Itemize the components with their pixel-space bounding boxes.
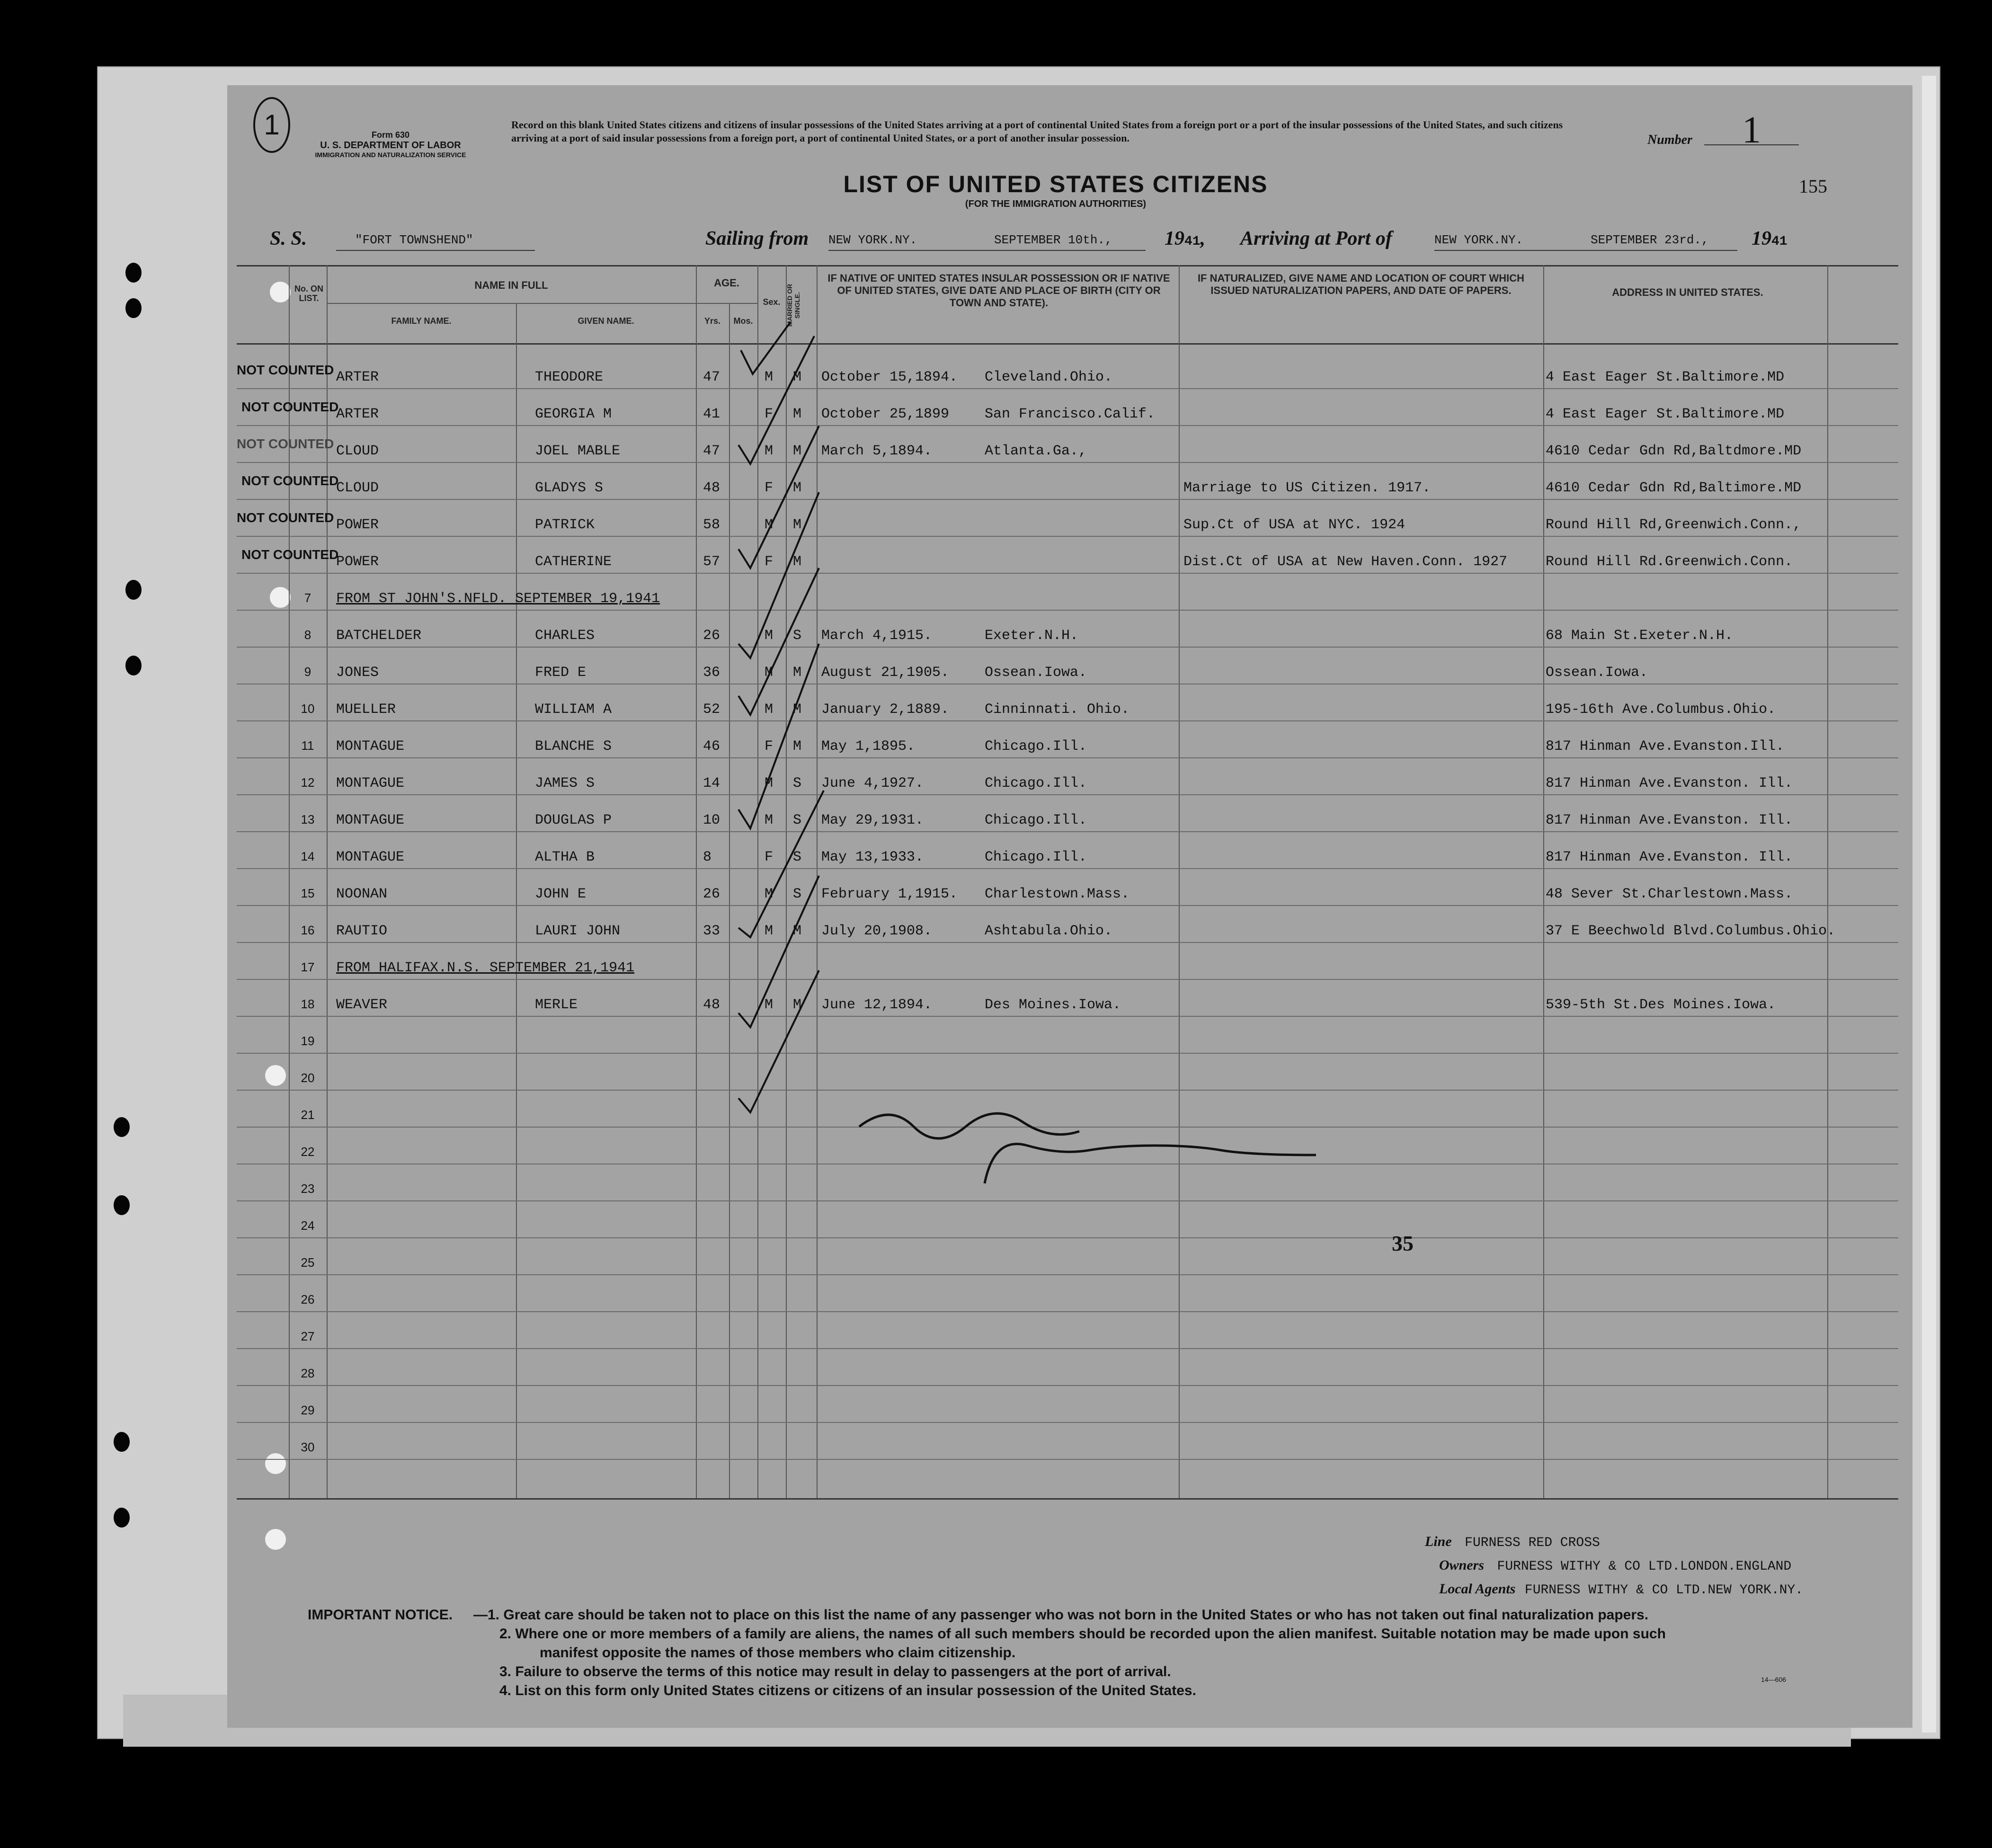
cell-sex: M (765, 812, 774, 828)
cell-addr: 539-5th St.Des Moines.Iowa. (1546, 997, 1776, 1013)
ss-label: S. S. (270, 228, 307, 249)
sailing-label: Sailing from (705, 228, 809, 249)
cell-bplace: Exeter.N.H. (985, 628, 1079, 644)
cell-addr: Ossean.Iowa. (1546, 665, 1648, 681)
cell-family: CLOUD (336, 443, 379, 459)
cell-ms: M (793, 665, 802, 681)
cell-given: JOHN E (535, 886, 587, 902)
cell-bplace: Atlanta.Ga., (985, 443, 1087, 459)
row-number: 22 (301, 1145, 315, 1159)
cell-ms: M (793, 554, 802, 570)
cell-given: GEORGIA M (535, 406, 612, 422)
cell-bdate: October 15,1894. (821, 369, 958, 385)
sailing-date: SEPTEMBER 10th., (994, 233, 1112, 247)
circled-mark-text: 1 (264, 109, 280, 141)
cell-bplace: Cinninnati. Ohio. (985, 702, 1130, 718)
cell-family: JONES (336, 665, 379, 681)
cell-ms: S (793, 849, 802, 865)
cell-family: MONTAGUE (336, 738, 405, 755)
cell-given: CHARLES (535, 628, 595, 644)
department-name: U. S. DEPARTMENT OF LABOR (320, 140, 461, 151)
not-counted-stamp: NOT COUNTED (241, 400, 339, 414)
cell-yrs: 41 (703, 406, 720, 422)
cell-addr: 817 Hinman Ave.Evanston. Ill. (1546, 812, 1793, 828)
owners-field (1439, 1557, 1791, 1574)
row-number: 19 (301, 1034, 315, 1048)
header-no-on-list: No. ON LIST. (294, 284, 323, 303)
cell-given: ALTHA B (535, 849, 595, 865)
binder-hole (125, 263, 142, 283)
cell-given: JOEL MABLE (535, 443, 621, 459)
print-code: 14—606 (1761, 1676, 1786, 1683)
header-sex: Sex. (763, 297, 781, 307)
check-marks-overlay (227, 85, 1912, 1728)
cell-ms: M (793, 997, 802, 1013)
cell-sex: M (765, 369, 774, 385)
owners-value: FURNESS WITHY & CO LTD.LONDON.ENGLAND (1497, 1559, 1792, 1574)
signature-stroke (859, 1113, 1079, 1138)
cell-yrs: 14 (703, 775, 720, 791)
line-value: FURNESS RED CROSS (1465, 1536, 1600, 1550)
cell-family: FROM HALIFAX.N.S. SEPTEMBER 21,1941 (336, 960, 635, 976)
binder-hole (114, 1117, 130, 1137)
cell-given: LAURI JOHN (535, 923, 621, 939)
cell-bdate: May 1,1895. (821, 738, 916, 755)
cell-sex: F (765, 849, 774, 865)
sailing-port: NEW YORK.NY. (828, 233, 917, 247)
count-annotation: 35 (1392, 1231, 1414, 1255)
cell-yrs: 47 (703, 369, 720, 385)
cell-sex: M (765, 923, 774, 939)
binder-hole (114, 1432, 130, 1452)
cell-bplace: San Francisco.Calif. (985, 406, 1156, 422)
cell-bplace: Ossean.Iowa. (985, 665, 1087, 681)
cell-addr: 4610 Cedar Gdn Rd,Baltimore.MD (1546, 480, 1802, 496)
cell-yrs: 10 (703, 812, 720, 828)
form-instruction: Record on this blank United States citizens and citizens of insular possessions of the United States arriving at a port of continental United States from a foreign port or a port of the insular possessions of the United States, and such citizens arriving at a port of said insular possessions from a foreign port, a port of continental United States, or a port of another insular possession. (511, 119, 1563, 144)
header-age-months: Mos. (733, 316, 753, 326)
cell-addr: 4 East Eager St.Baltimore.MD (1546, 406, 1785, 422)
cell-yrs: 52 (703, 702, 720, 718)
cell-given: GLADYS S (535, 480, 604, 496)
row-number: 10 (301, 702, 315, 716)
cell-bplace: Chicago.Ill. (985, 849, 1087, 865)
form-number: Form 630 (371, 130, 410, 140)
cell-nat: Sup.Ct of USA at NYC. 1924 (1183, 517, 1405, 533)
sailing-year-digits: 41 (1184, 234, 1201, 249)
cell-family: NOONAN (336, 886, 388, 902)
row-number: 21 (301, 1108, 315, 1122)
cell-sex: M (765, 886, 774, 902)
row-number: 29 (301, 1403, 315, 1417)
service-name: IMMIGRATION AND NATURALIZATION SERVICE (315, 151, 466, 159)
notice-item-2-cont: manifest opposite the names of those members who claim citizenship. (540, 1645, 1016, 1661)
ship-name: "FORT TOWNSHEND" (355, 233, 473, 247)
not-counted-stamp: NOT COUNTED (237, 363, 334, 377)
header-given-name: GIVEN NAME. (578, 316, 634, 326)
cell-addr: 817 Hinman Ave.Evanston. Ill. (1546, 849, 1793, 865)
cell-family: WEAVER (336, 997, 388, 1013)
notice-title: IMPORTANT NOTICE. (308, 1607, 453, 1623)
page-number: 155 (1799, 176, 1827, 197)
cell-sex: F (765, 554, 774, 570)
cell-family: MONTAGUE (336, 849, 405, 865)
cell-sex: M (765, 517, 774, 533)
cell-ms: S (793, 886, 802, 902)
arriving-year-prefix: 19 (1752, 228, 1771, 249)
cell-bdate: January 2,1889. (821, 702, 950, 718)
cell-ms: M (793, 443, 802, 459)
check-mark (738, 876, 819, 1027)
cell-yrs: 48 (703, 480, 720, 496)
cell-ms: S (793, 812, 802, 828)
cell-sex: M (765, 628, 774, 644)
row-number: 12 (301, 775, 315, 790)
cell-bplace: Charlestown.Mass. (985, 886, 1130, 902)
number-value: 1 (1742, 109, 1761, 151)
binder-hole (114, 1508, 130, 1528)
sailing-year-prefix: 19 (1165, 228, 1184, 249)
row-number: 14 (301, 849, 315, 863)
line-field (1425, 1534, 1600, 1550)
cell-given: FRED E (535, 665, 587, 681)
header-married-single: MARRIED OR SINGLE. (786, 284, 801, 327)
page-title: LIST OF UNITED STATES CITIZENS (843, 171, 1268, 197)
cell-addr: Round Hill Rd.Greenwich.Conn. (1546, 554, 1793, 570)
cell-addr: Round Hill Rd,Greenwich.Conn., (1546, 517, 1802, 533)
cell-yrs: 47 (703, 443, 720, 459)
paper-edge-strip (1922, 76, 1936, 1732)
cell-addr: 4 East Eager St.Baltimore.MD (1546, 369, 1785, 385)
check-mark (738, 336, 814, 464)
not-counted-stamp: NOT COUNTED (237, 510, 334, 525)
cell-yrs: 36 (703, 665, 720, 681)
row-number: 13 (301, 812, 315, 826)
row-number: 27 (301, 1329, 315, 1343)
cell-yrs: 57 (703, 554, 720, 570)
row-number: 15 (301, 886, 315, 900)
cell-given: BLANCHE S (535, 738, 612, 755)
row-number: 9 (304, 665, 311, 679)
cell-sex: M (765, 997, 774, 1013)
check-mark (738, 492, 819, 658)
check-mark (738, 970, 819, 1112)
cell-nat: Dist.Ct of USA at New Haven.Conn. 1927 (1183, 554, 1508, 570)
cell-bplace: Chicago.Ill. (985, 812, 1087, 828)
cell-addr: 817 Hinman Ave.Evanston. Ill. (1546, 775, 1793, 791)
cell-bdate: May 13,1933. (821, 849, 924, 865)
header-address: ADDRESS IN UNITED STATES. (1612, 286, 1763, 298)
cell-ms: S (793, 775, 802, 791)
notice-item-3: 3. Failure to observe the terms of this notice may result in delay to passengers at the port of arrival. (499, 1664, 1171, 1679)
cell-family: MUELLER (336, 702, 396, 718)
cell-bdate: February 1,1915. (821, 886, 958, 902)
cell-bdate: July 20,1908. (821, 923, 933, 939)
line-label: Line (1425, 1534, 1452, 1549)
cell-given: JAMES S (535, 775, 595, 791)
row-number: 28 (301, 1366, 315, 1380)
cell-given: THEODORE (535, 369, 604, 385)
cell-bplace: Des Moines.Iowa. (985, 997, 1121, 1013)
cell-family: RAUTIO (336, 923, 388, 939)
cell-addr: 68 Main St.Exeter.N.H. (1546, 628, 1734, 644)
cell-family: MONTAGUE (336, 812, 405, 828)
agents-label: Local Agents (1439, 1581, 1516, 1597)
cell-family: POWER (336, 517, 379, 533)
cell-family: ARTER (336, 369, 379, 385)
cell-sex: F (765, 480, 774, 496)
cell-yrs: 33 (703, 923, 720, 939)
cell-bplace: Chicago.Ill. (985, 775, 1087, 791)
cell-yrs: 48 (703, 997, 720, 1013)
not-counted-stamp: NOT COUNTED (241, 473, 339, 488)
cell-given: DOUGLAS P (535, 812, 612, 828)
agents-value: FURNESS WITHY & CO LTD.NEW YORK.NY. (1524, 1583, 1803, 1598)
cell-family: FROM ST JOHN'S.NFLD. SEPTEMBER 19,1941 (336, 591, 660, 607)
row-number: 30 (301, 1440, 315, 1454)
row-number: 20 (301, 1071, 315, 1085)
cell-bplace: Cleveland.Ohio. (985, 369, 1113, 385)
cell-addr: 195-16th Ave.Columbus.Ohio. (1546, 702, 1776, 718)
binder-hole (125, 580, 142, 600)
cell-family: CLOUD (336, 480, 379, 496)
cell-sex: M (765, 702, 774, 718)
cell-ms: S (793, 628, 802, 644)
cell-addr: 37 E Beechwold Blvd.Columbus.Ohio. (1546, 923, 1836, 939)
row-number: 16 (301, 923, 315, 937)
signature2-text (985, 1150, 1055, 1161)
row-number: 8 (304, 628, 311, 642)
arriving-year-digits: 41 (1771, 234, 1787, 249)
cell-bplace: Chicago.Ill. (985, 738, 1087, 755)
cell-ms: M (793, 480, 802, 496)
cell-ms: M (793, 738, 802, 755)
signature-text (857, 1103, 906, 1114)
header-naturalization-info: IF NATURALIZED, GIVE NAME AND LOCATION OF COURT WHICH ISSUED NATURALIZATION PAPERS, AND DATE OF PAPERS. (1197, 272, 1525, 296)
agents-field (1439, 1581, 1803, 1598)
cell-yrs: 46 (703, 738, 720, 755)
sailing-year: 1941, (1165, 228, 1206, 249)
binder-hole (125, 656, 142, 675)
cell-ms: M (793, 406, 802, 422)
cell-ms: M (793, 517, 802, 533)
cell-ms: M (793, 702, 802, 718)
cell-nat: Marriage to US Citizen. 1917. (1183, 480, 1431, 496)
header-family-name: FAMILY NAME. (391, 316, 452, 326)
cell-bplace: Ashtabula.Ohio. (985, 923, 1113, 939)
cell-addr: 817 Hinman Ave.Evanston.Ill. (1546, 738, 1785, 755)
citizens-list-form (227, 85, 1912, 1728)
cell-addr: 4610 Cedar Gdn Rd,Baltdmore.MD (1546, 443, 1802, 459)
arriving-date: SEPTEMBER 23rd., (1591, 233, 1709, 247)
cell-yrs: 26 (703, 886, 720, 902)
cell-bdate: June 4,1927. (821, 775, 924, 791)
cell-sex: F (765, 738, 774, 755)
check-mark (738, 791, 824, 937)
arriving-label: Arriving at Port of (1240, 228, 1392, 249)
row-number: 18 (301, 997, 315, 1011)
header-name-in-full: NAME IN FULL (474, 279, 548, 291)
cell-ms: M (793, 369, 802, 385)
cell-family: ARTER (336, 406, 379, 422)
header-birth-info: IF NATIVE OF UNITED STATES INSULAR POSSESSION OR IF NATIVE OF UNITED STATES, GIVE DATE AND PLACE OF BIRTH (CITY OR TOWN AND STATE). (827, 272, 1170, 309)
row-number: 11 (301, 738, 314, 753)
header-age-years: Yrs. (704, 316, 721, 326)
notice-item-2: 2. Where one or more members of a family are aliens, the names of all such members should be recorded upon the alien manifest. Suitable notation may be made upon such (499, 1626, 1666, 1642)
cell-bdate: October 25,1899 (821, 406, 950, 422)
cell-family: MONTAGUE (336, 775, 405, 791)
binder-hole (125, 298, 142, 318)
row-number: 26 (301, 1292, 315, 1306)
check-mark (738, 426, 819, 568)
number-label: Number (1647, 133, 1692, 147)
notice-item-4: 4. List on this form only United States citizens or citizens of an insular possession of the United States. (499, 1683, 1196, 1698)
arriving-port: NEW YORK.NY. (1434, 233, 1523, 247)
cell-given: PATRICK (535, 517, 595, 533)
cell-bdate: March 4,1915. (821, 628, 933, 644)
cell-given: MERLE (535, 997, 578, 1013)
row-number: 23 (301, 1182, 315, 1196)
row-number: 25 (301, 1255, 315, 1270)
cell-family: POWER (336, 554, 379, 570)
row-number: 17 (301, 960, 315, 974)
check-mark (738, 644, 819, 828)
not-counted-stamp: NOT COUNTED (237, 436, 334, 451)
cell-yrs: 8 (703, 849, 712, 865)
cell-sex: M (765, 775, 774, 791)
header-age: AGE. (714, 277, 739, 289)
cell-yrs: 58 (703, 517, 720, 533)
cell-sex: M (765, 443, 774, 459)
cell-bdate: August 21,1905. (821, 665, 950, 681)
cell-bdate: June 12,1894. (821, 997, 933, 1013)
cell-given: CATHERINE (535, 554, 612, 570)
cell-sex: M (765, 665, 774, 681)
cell-bdate: May 29,1931. (821, 812, 924, 828)
not-counted-stamp: NOT COUNTED (241, 547, 339, 562)
owners-label: Owners (1439, 1557, 1485, 1573)
check-mark (741, 322, 791, 374)
cell-given: WILLIAM A (535, 702, 612, 718)
cell-sex: F (765, 406, 774, 422)
cell-addr: 48 Sever St.Charlestown.Mass. (1546, 886, 1793, 902)
binder-hole (114, 1195, 130, 1215)
cell-yrs: 26 (703, 628, 720, 644)
cell-ms: M (793, 923, 802, 939)
cell-bdate: March 5,1894. (821, 443, 933, 459)
row-number: 24 (301, 1218, 315, 1233)
notice-item-1: —1. Great care should be taken not to place on this list the name of any passenger who was not born in the United States or who has not taken out final naturalization papers. (473, 1607, 1649, 1623)
row-number: 7 (304, 591, 311, 605)
page-subtitle: (FOR THE IMMIGRATION AUTHORITIES) (965, 199, 1147, 209)
cell-family: BATCHELDER (336, 628, 422, 644)
